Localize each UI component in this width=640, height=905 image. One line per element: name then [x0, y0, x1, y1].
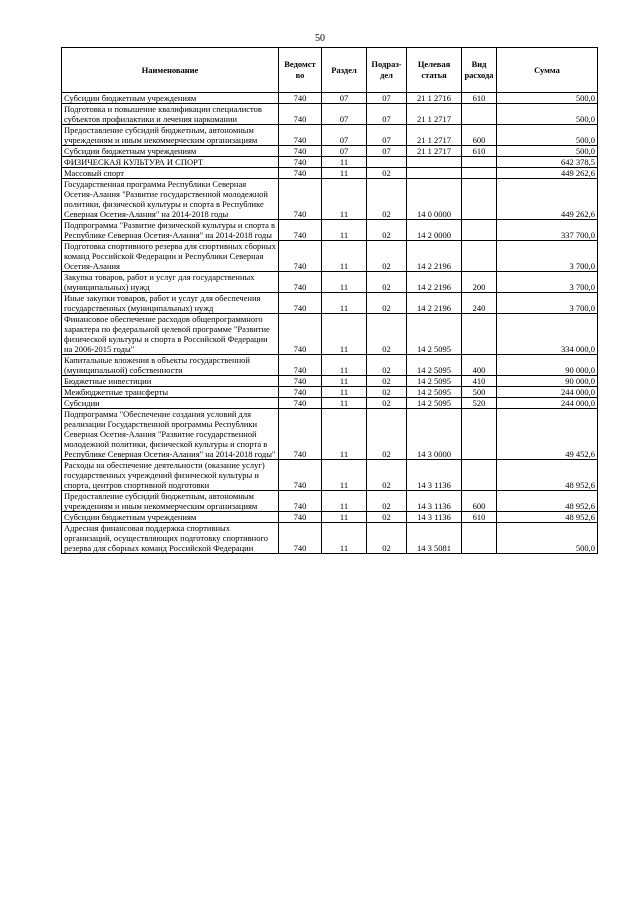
- cell-vedomstvo: 740: [279, 125, 322, 146]
- table-row: [62, 93, 598, 104]
- cell-celevaya-statya: 14 2 5095: [407, 355, 462, 376]
- cell-summa: 500,0: [497, 104, 598, 125]
- cell-celevaya-statya: 14 2 5095: [407, 314, 462, 355]
- cell-vid-rashoda: [462, 220, 497, 241]
- cell-podrazdel: 02: [367, 460, 407, 491]
- cell-razdel: 11: [322, 314, 367, 355]
- cell-razdel: 11: [322, 460, 367, 491]
- cell-vid-rashoda: [462, 157, 497, 168]
- cell-celevaya-statya: 14 0 0000: [407, 179, 462, 220]
- cell-name: Государственная программа Республики Северная Осетия-Алания "Развитие государственной молодежной политики, физической культуры и спорта в Республике Северная Осетия-Алания" на 2014-2018 годы: [62, 179, 279, 220]
- page-number: 50: [315, 33, 325, 44]
- cell-name: Иные закупки товаров, работ и услуг для обеспечения государственных (муниципальных) нужд: [62, 293, 279, 314]
- cell-vid-rashoda: 600: [462, 491, 497, 512]
- cell-razdel: 07: [322, 93, 367, 104]
- cell-celevaya-statya: [407, 168, 462, 179]
- cell-razdel: 11: [322, 409, 367, 460]
- cell-summa: 3 700,0: [497, 241, 598, 272]
- cell-razdel: 11: [322, 387, 367, 398]
- cell-podrazdel: 02: [367, 512, 407, 523]
- table-row: [62, 376, 598, 387]
- cell-summa: 500,0: [497, 523, 598, 554]
- cell-vedomstvo: 740: [279, 387, 322, 398]
- cell-vid-rashoda: 610: [462, 146, 497, 157]
- cell-vedomstvo: 740: [279, 93, 322, 104]
- table-row: [62, 168, 598, 179]
- cell-vedomstvo: 740: [279, 179, 322, 220]
- table-row: [62, 460, 598, 491]
- cell-vedomstvo: 740: [279, 157, 322, 168]
- header-name: Наименование: [62, 48, 279, 93]
- table-row: [62, 398, 598, 409]
- cell-vedomstvo: 740: [279, 460, 322, 491]
- cell-vedomstvo: 740: [279, 146, 322, 157]
- cell-vid-rashoda: 500: [462, 387, 497, 398]
- cell-vid-rashoda: 520: [462, 398, 497, 409]
- cell-razdel: 11: [322, 157, 367, 168]
- cell-podrazdel: 02: [367, 220, 407, 241]
- cell-celevaya-statya: 14 2 2196: [407, 293, 462, 314]
- cell-podrazdel: 02: [367, 293, 407, 314]
- cell-vid-rashoda: [462, 179, 497, 220]
- cell-summa: 449 262,6: [497, 168, 598, 179]
- cell-podrazdel: 02: [367, 387, 407, 398]
- cell-vid-rashoda: [462, 104, 497, 125]
- cell-podrazdel: 07: [367, 104, 407, 125]
- cell-podrazdel: 02: [367, 491, 407, 512]
- cell-name: Субсидии бюджетным учреждениям: [62, 93, 279, 104]
- cell-vedomstvo: 740: [279, 355, 322, 376]
- table-row: [62, 220, 598, 241]
- cell-summa: 48 952,6: [497, 512, 598, 523]
- cell-vid-rashoda: 600: [462, 125, 497, 146]
- cell-podrazdel: 02: [367, 376, 407, 387]
- cell-vedomstvo: 740: [279, 241, 322, 272]
- cell-summa: 48 952,6: [497, 460, 598, 491]
- cell-podrazdel: 07: [367, 125, 407, 146]
- cell-summa: 3 700,0: [497, 272, 598, 293]
- table-row: [62, 157, 598, 168]
- cell-name: Предоставление субсидий бюджетным, автономным учреждениям и иным некоммерческим организациям: [62, 491, 279, 512]
- table-row: [62, 179, 598, 220]
- cell-vedomstvo: 740: [279, 523, 322, 554]
- cell-celevaya-statya: 21 1 2717: [407, 125, 462, 146]
- cell-celevaya-statya: 14 3 1136: [407, 491, 462, 512]
- cell-celevaya-statya: 14 3 1136: [407, 460, 462, 491]
- cell-name: Адресная финансовая поддержка спортивных организаций, осуществляющих подготовку спортивного резерва для сборных команд Российской Федерации: [62, 523, 279, 554]
- cell-razdel: 11: [322, 376, 367, 387]
- table-row: [62, 241, 598, 272]
- header-vid-rashoda: Вид расхода: [462, 48, 497, 93]
- cell-celevaya-statya: 21 1 2716: [407, 93, 462, 104]
- table-row: [62, 355, 598, 376]
- cell-razdel: 11: [322, 355, 367, 376]
- cell-podrazdel: 02: [367, 355, 407, 376]
- header-podrazdel: Подраз- дел: [367, 48, 407, 93]
- cell-podrazdel: 02: [367, 523, 407, 554]
- cell-razdel: 11: [322, 523, 367, 554]
- cell-razdel: 11: [322, 272, 367, 293]
- cell-name: Предоставление субсидий бюджетным, автономным учреждениям и иным некоммерческим организациям: [62, 125, 279, 146]
- cell-celevaya-statya: [407, 157, 462, 168]
- table-row: [62, 272, 598, 293]
- cell-celevaya-statya: 14 3 1136: [407, 512, 462, 523]
- cell-vedomstvo: 740: [279, 168, 322, 179]
- cell-name: Межбюджетные трансферты: [62, 387, 279, 398]
- cell-name: Капитальные вложения в объекты государственной (муниципальной) собственности: [62, 355, 279, 376]
- cell-vedomstvo: 740: [279, 104, 322, 125]
- cell-podrazdel: 02: [367, 314, 407, 355]
- cell-celevaya-statya: 14 2 5095: [407, 376, 462, 387]
- cell-celevaya-statya: 14 3 5081: [407, 523, 462, 554]
- cell-vid-rashoda: [462, 241, 497, 272]
- cell-vedomstvo: 740: [279, 376, 322, 387]
- cell-summa: 3 700,0: [497, 293, 598, 314]
- cell-razdel: 11: [322, 293, 367, 314]
- cell-celevaya-statya: 14 2 5095: [407, 398, 462, 409]
- table-row: [62, 491, 598, 512]
- cell-vid-rashoda: [462, 409, 497, 460]
- cell-podrazdel: 02: [367, 398, 407, 409]
- cell-razdel: 11: [322, 241, 367, 272]
- cell-podrazdel: 02: [367, 272, 407, 293]
- cell-razdel: 11: [322, 179, 367, 220]
- cell-summa: 244 000,0: [497, 387, 598, 398]
- cell-celevaya-statya: 14 2 0000: [407, 220, 462, 241]
- cell-summa: 334 000,0: [497, 314, 598, 355]
- cell-podrazdel: [367, 157, 407, 168]
- cell-podrazdel: 02: [367, 409, 407, 460]
- table-row: [62, 146, 598, 157]
- cell-summa: 48 952,6: [497, 491, 598, 512]
- cell-name: Субсидии бюджетным учреждениям: [62, 512, 279, 523]
- cell-vid-rashoda: [462, 168, 497, 179]
- cell-summa: 90 000,0: [497, 355, 598, 376]
- cell-summa: 244 000,0: [497, 398, 598, 409]
- cell-name: Бюджетные инвестиции: [62, 376, 279, 387]
- cell-summa: 337 700,0: [497, 220, 598, 241]
- header-summa: Сумма: [497, 48, 598, 93]
- cell-vedomstvo: 740: [279, 220, 322, 241]
- cell-name: Финансовое обеспечение расходов общепрограммного характера по федеральной целевой программе "Развитие физической культуры и спорта в Российской Федерации на 2006-2015 годы": [62, 314, 279, 355]
- cell-vedomstvo: 740: [279, 314, 322, 355]
- cell-vid-rashoda: [462, 523, 497, 554]
- cell-vid-rashoda: 610: [462, 93, 497, 104]
- cell-celevaya-statya: 14 2 5095: [407, 387, 462, 398]
- cell-celevaya-statya: 14 2 2196: [407, 241, 462, 272]
- cell-vid-rashoda: 240: [462, 293, 497, 314]
- cell-razdel: 11: [322, 168, 367, 179]
- cell-summa: 90 000,0: [497, 376, 598, 387]
- cell-vedomstvo: 740: [279, 409, 322, 460]
- cell-podrazdel: 02: [367, 168, 407, 179]
- cell-celevaya-statya: 14 3 0000: [407, 409, 462, 460]
- cell-vid-rashoda: 400: [462, 355, 497, 376]
- cell-name: Подготовка спортивного резерва для спортивных сборных команд Российской Федерации и Республики Северная Осетия-Алания: [62, 241, 279, 272]
- cell-name: Закупка товаров, работ и услуг для государственных (муниципальных) нужд: [62, 272, 279, 293]
- header-razdel: Раздел: [322, 48, 367, 93]
- table-header-row: [62, 48, 598, 93]
- cell-name: Массовый спорт: [62, 168, 279, 179]
- cell-name: Подпрограмма "Обеспечение создания условий для реализации Государственной программы Республики Северная Осетия-Алания "Развитие государственной молодежной политики, физической культуры и спорта в Республике Северная Осетия-Алания" на 2014-2018 годы": [62, 409, 279, 460]
- cell-summa: 449 262,6: [497, 179, 598, 220]
- cell-name: Подпрограмма "Развитие физической культуры и спорта в Республике Северная Осетия-Алания" на 2014-2018 годы: [62, 220, 279, 241]
- table-row: [62, 125, 598, 146]
- cell-name: Субсидии бюджетным учреждениям: [62, 146, 279, 157]
- table-row: [62, 104, 598, 125]
- cell-podrazdel: 02: [367, 179, 407, 220]
- cell-razdel: 11: [322, 512, 367, 523]
- cell-name: Субсидии: [62, 398, 279, 409]
- cell-razdel: 11: [322, 398, 367, 409]
- cell-podrazdel: 07: [367, 93, 407, 104]
- cell-celevaya-statya: 21 1 2717: [407, 104, 462, 125]
- cell-summa: 500,0: [497, 125, 598, 146]
- header-vedomstvo: Ведомст во: [279, 48, 322, 93]
- cell-vedomstvo: 740: [279, 293, 322, 314]
- cell-razdel: 07: [322, 104, 367, 125]
- cell-vid-rashoda: 200: [462, 272, 497, 293]
- table-row: [62, 523, 598, 554]
- cell-celevaya-statya: 14 2 2196: [407, 272, 462, 293]
- budget-table: [61, 47, 598, 554]
- cell-razdel: 11: [322, 491, 367, 512]
- table-row: [62, 293, 598, 314]
- cell-name: Подготовка и повышение квалификации специалистов субъектов профилактики и лечения наркомании: [62, 104, 279, 125]
- header-celevaya-statya: Целевая статья: [407, 48, 462, 93]
- cell-summa: 49 452,6: [497, 409, 598, 460]
- cell-vedomstvo: 740: [279, 512, 322, 523]
- cell-summa: 500,0: [497, 93, 598, 104]
- cell-summa: 642 378,5: [497, 157, 598, 168]
- cell-razdel: 07: [322, 125, 367, 146]
- table-row: [62, 512, 598, 523]
- table-row: [62, 314, 598, 355]
- cell-vid-rashoda: [462, 314, 497, 355]
- cell-podrazdel: 07: [367, 146, 407, 157]
- table-row: [62, 387, 598, 398]
- cell-razdel: 11: [322, 220, 367, 241]
- cell-vedomstvo: 740: [279, 491, 322, 512]
- cell-name: Расходы на обеспечение деятельности (оказание услуг) государственных учреждений физической культуры и спорта, центров спортивной подготовки: [62, 460, 279, 491]
- cell-vid-rashoda: [462, 460, 497, 491]
- cell-vid-rashoda: 410: [462, 376, 497, 387]
- cell-name: ФИЗИЧЕСКАЯ КУЛЬТУРА И СПОРТ: [62, 157, 279, 168]
- cell-vid-rashoda: 610: [462, 512, 497, 523]
- cell-podrazdel: 02: [367, 241, 407, 272]
- cell-razdel: 07: [322, 146, 367, 157]
- cell-celevaya-statya: 21 1 2717: [407, 146, 462, 157]
- cell-vedomstvo: 740: [279, 398, 322, 409]
- cell-summa: 500,0: [497, 146, 598, 157]
- cell-vedomstvo: 740: [279, 272, 322, 293]
- table-row: [62, 409, 598, 460]
